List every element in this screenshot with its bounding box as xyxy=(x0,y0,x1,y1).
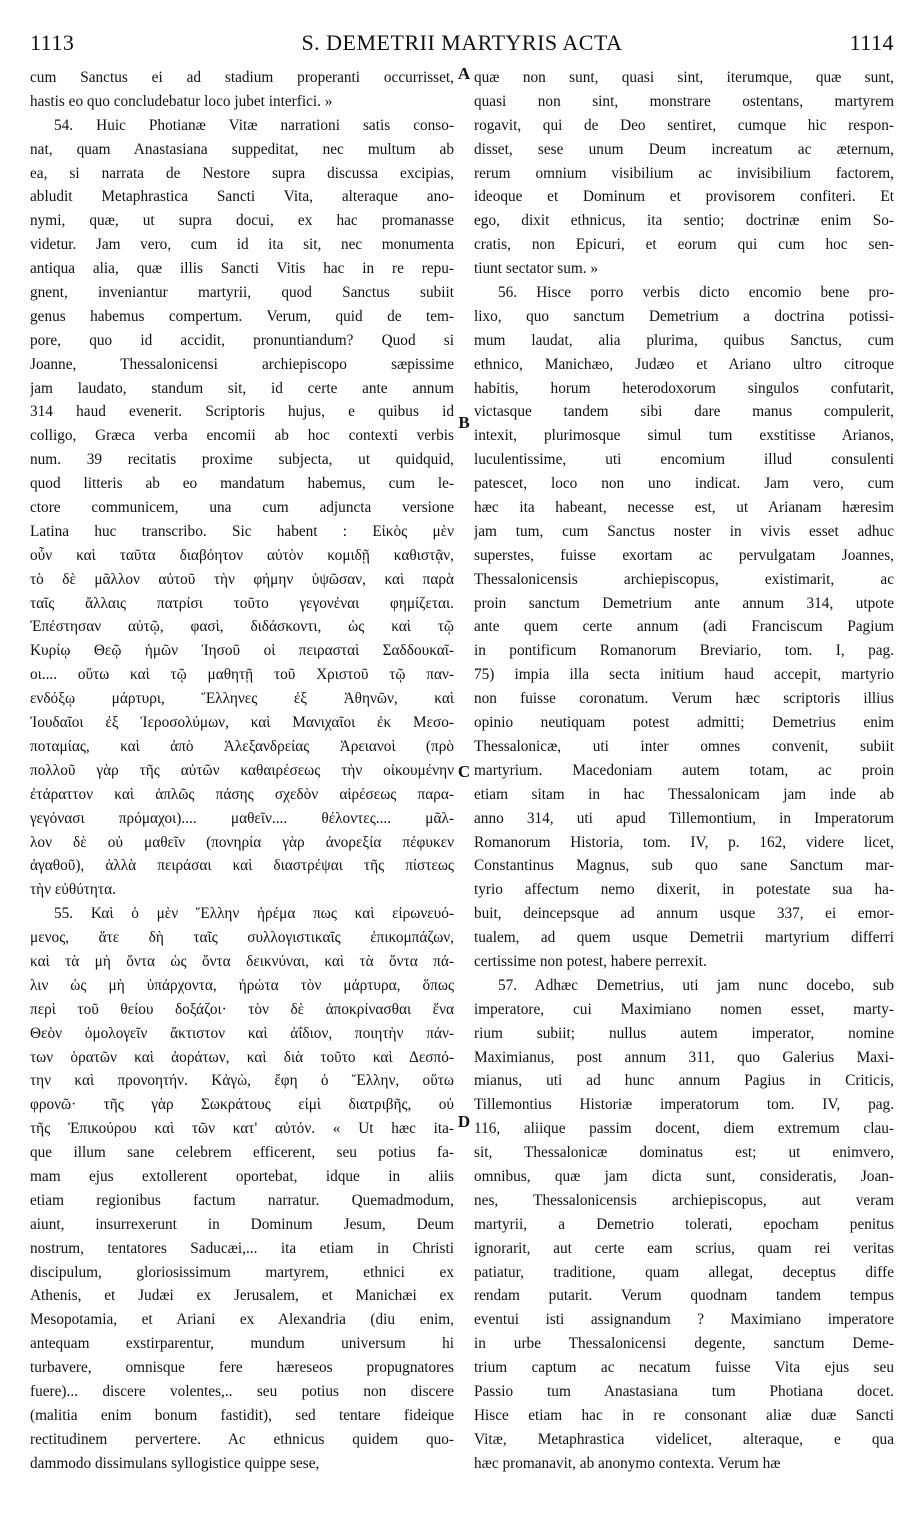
text-line: λον δὲ οὐ μαθεῖν (πονηρία γὰρ ἀνορεξία πέφυκεν xyxy=(30,833,454,851)
text-line: Thessalonicæ, uti inter omnes convenit, subiit xyxy=(474,737,894,755)
text-line: φρονῶ· τῆς γὰρ Σωκράτους εἰμὶ διατριβῆς, οὐ xyxy=(30,1096,454,1114)
text-line: non fuisse coronatum. Verum hæc scriptoris illius xyxy=(474,690,894,708)
margin-marker-b: B xyxy=(458,413,470,432)
text-line: mam ejus extollerent oportebat, idque in aliis xyxy=(30,1167,454,1185)
text-line: proin sanctum Demetrium ante annum 314, utpote xyxy=(474,594,894,612)
text-line: 57. Adhæc Demetrius, uti jam nunc docebo, sub xyxy=(498,976,894,994)
text-line: jam laudato, standum sit, id certe ante annum xyxy=(30,379,454,397)
text-line: 54. Huic Photianæ Vitæ narrationi satis conso- xyxy=(54,116,454,134)
text-line: (malitia enim bonum fastidit), sed tentare fideique xyxy=(30,1406,454,1424)
text-line: tiunt sectator sum. » xyxy=(474,260,599,278)
text-line: lixo, quo sanctum Demetrium a doctrina potissi- xyxy=(474,307,894,325)
text-line: ea, si narrata de Nestore supra discussa excipias, xyxy=(30,164,454,182)
text-line: 56. Hisce porro verbis dicto encomio bene pro- xyxy=(498,284,894,302)
text-line: ethnico, Manichæo, Judæo et Ariano ultro citroque xyxy=(474,355,894,373)
text-line: ignorarit, aut certe eam scrius, quam rei veritas xyxy=(474,1239,894,1257)
text-line: Mesopotamia, et Ariani ex Alexandria (diu enim, xyxy=(30,1311,454,1329)
text-line: περὶ τοῦ θείου δοξάζοι· τὸν δὲ ἀποκρίνασθαι ἕνα xyxy=(30,1000,454,1018)
text-line: tualem, ad quem usque Demetrii martyrium differri xyxy=(474,929,894,947)
margin-marker-d: D xyxy=(457,1112,471,1131)
text-line: etiam sitam in hac Thessalonicam jam inde ab xyxy=(474,785,894,803)
text-line: Θεὸν ὁμολογεῖν ἄκτιστον καὶ ἀΐδιον, ποιητὴν πάν- xyxy=(30,1024,454,1042)
text-line: rogavit, qui de Deo sentiret, cumque hic respon- xyxy=(474,116,894,134)
text-line: hastis eo quo concludebatur loco jubet interfici. » xyxy=(30,92,333,110)
text-line: nat, quam Anastasiana suppeditat, nec multum ab xyxy=(30,140,454,158)
text-line: Constantinus Magnus, sub quo sane Sanctum mar- xyxy=(474,857,894,875)
text-line: rendam putarit. Verum quodnam tandem tempus xyxy=(474,1287,894,1305)
text-line: ideoque et Dominum et provisorem confiteri. Et xyxy=(474,188,894,206)
text-line: καὶ τὰ μὴ ὄντα ὡς ὄντα δεικνύναι, καὶ τὰ ὄντα πά- xyxy=(30,952,454,970)
text-line: hæc promanavit, ab anonymo contexta. Verum hæ xyxy=(474,1454,781,1472)
text-line: patiatur, traditione, quam allegat, deceptus diffe xyxy=(474,1263,894,1281)
text-line: ego, dixit ethnicus, ita sentio; doctrinæ enim So- xyxy=(474,212,894,230)
text-line: in pontificum Romanorum Breviario, tom. I, pag. xyxy=(474,642,894,660)
text-line: ἐτάραττον καὶ ἁπλῶς πάσης σχεδὸν αἱρέσεως παρα- xyxy=(30,785,454,803)
text-line: dammodo dissimulans syllogistice quippe sese, xyxy=(30,1454,320,1472)
text-line: buit, deincepsque ad annum usque 337, ei emor- xyxy=(474,905,894,923)
text-line: nes, Thessalonicensis archiepiscopus, aut veram xyxy=(474,1191,894,1209)
text-line: ἀγαθοῦ), ἀλλὰ πειράσαι καὶ διαστρέψαι τῆς πίστεως xyxy=(30,857,454,875)
text-line: victasque tandem sibi dare manus compulerit, xyxy=(474,403,894,421)
text-line: ταῖς ἄλλαις πατρίσι τοῦτο γεγονέναι φημίζεται. xyxy=(30,594,454,612)
page-header xyxy=(30,30,894,60)
text-line: mum laudat, alia plurima, quibus Sanctus, cum xyxy=(474,331,894,349)
text-line: Ἰουδαῖοι ἐξ Ἱεροσολύμων, καὶ Μανιχαῖοι ἐκ Μεσο- xyxy=(30,714,454,732)
text-line: τῆς Ἐπικούρου καὶ τῶν κατ' αὐτόν. « Ut hæc ita- xyxy=(30,1120,454,1138)
text-line: antiqua alia, quæ illis Sancti Vitis hac in re repu- xyxy=(30,260,454,278)
text-line: Maximianus, post annum 311, quo Galerius Maxi- xyxy=(474,1048,894,1066)
text-line: την καὶ προνοητήν. Κἀγὼ, ἔφη ὁ Ἕλλην, οὕτω xyxy=(30,1072,454,1090)
text-line: omnibus, quæ jam dicta sunt, consideratis, Joan- xyxy=(474,1167,894,1185)
text-line: οὖν καὶ ταῦτα διαβόητον αὐτὸν κομιδῇ καθιστᾷν, xyxy=(30,546,454,564)
text-line: quod litteris ab eo mandatum habemus, cum le- xyxy=(30,475,454,493)
text-line: turbavere, omnisque fere hæreseos propugnatores xyxy=(30,1359,454,1377)
text-line: imperatore, cui Maximiano nomen esset, marty- xyxy=(474,1000,894,1018)
text-line: opinio neutiquam potest admitti; Demetrius enim xyxy=(474,714,894,732)
text-line: patescet, loco non uno indicat. Jam vero, cum xyxy=(474,475,894,493)
text-line: Joanne, Thessalonicensi archiepiscopo sæpissime xyxy=(30,355,454,373)
text-line: jam tum, cum Sanctus noster in vivis esset adhuc xyxy=(474,522,894,540)
page-number-right: 1114 xyxy=(849,30,894,55)
text-line: superstes, fuisse exortam ac pervulgatam Joannes, xyxy=(474,546,894,564)
text-line: luculentissime, uti encomium illud consulenti xyxy=(474,451,894,469)
text-line: Vitæ, Metaphrastica videlicet, alteraque, e qua xyxy=(474,1430,894,1448)
text-line: ctore communicem, una cum adjuncta versione xyxy=(30,499,454,517)
text-line: habitis, horum heterodoxorum singulos confutarit, xyxy=(474,379,894,397)
text-line: nostrum, tentatores Saducæi,... ita etiam in Christi xyxy=(30,1239,454,1257)
text-line: Passio tum Anastasiana tum Photiana docet. xyxy=(474,1382,894,1400)
margin-marker-c: C xyxy=(457,762,471,781)
text-line: etiam regionibus factum narratur. Quemadmodum, xyxy=(30,1191,454,1209)
text-line: γεγόνασι πρόμαχοι).... μαθεῖν.... θέλοντες.... μᾶλ- xyxy=(30,809,454,827)
text-line: in urbe Thessalonicensi degente, sanctum Deme- xyxy=(474,1335,894,1353)
text-line: fuere)... discere volentes,.. seu potius non discere xyxy=(30,1382,454,1400)
text-line: cratis, non Epicuri, et eorum qui cum hoc sen- xyxy=(474,236,894,254)
text-line: gnent, inveniantur martyrii, quod Sanctus subiit xyxy=(30,284,454,302)
text-line: martyrii, a Demetrio tolerati, epocham penitus xyxy=(474,1215,894,1233)
text-line: trium captum ac necatum fuisse Vita ejus seu xyxy=(474,1359,894,1377)
text-line: tyrio affectum nemo dixerit, in potestate sua ha- xyxy=(474,881,894,899)
text-line: Ἐπέστησαν αὐτῷ, φασὶ, διδάσκοντι, ὡς καὶ τῷ xyxy=(30,618,454,636)
text-line: των ὁρατῶν καὶ ἀοράτων, καὶ διὰ τοῦτο καὶ Δεσπό- xyxy=(30,1048,454,1066)
text-line: 116, aliique passim docent, diem extremum clau- xyxy=(474,1120,894,1138)
text-line: rerum omnium visibilium ac invisibilium factorem, xyxy=(474,164,894,182)
text-line: Hisce etiam hac in re consonant aliæ duæ Sancti xyxy=(474,1406,894,1424)
text-line: antequam exstirparentur, mundum universum hi xyxy=(30,1335,454,1353)
text-line: colligo, Græca verba encomii ab hoc contexti verbis xyxy=(30,427,454,445)
text-line: Thessalonicensis archiepiscopus, existimarit, ac xyxy=(474,570,894,588)
text-line: mianus, uti ad hunc annum Pagius in Criticis, xyxy=(474,1072,894,1090)
text-line: discipulum, gloriosissimum martyrem, ethnici ex xyxy=(30,1263,454,1281)
text-line: anno 314, uti apud Tillemontium, in Imperatorum xyxy=(474,809,894,827)
text-line: τὸ δὲ μᾶλλον αὐτοῦ τὴν φήμην ὑψῶσαν, καὶ παρὰ xyxy=(30,570,454,588)
text-line: τὴν εὐθύτητα. xyxy=(30,881,116,899)
right-text-column xyxy=(474,66,894,1530)
text-line: 314 haud evenerit. Scriptoris hujus, e quibus id xyxy=(30,403,454,421)
text-line: intexit, plurimosque simul tum exstitisse Arianos, xyxy=(474,427,894,445)
text-line: pore, quo id accidit, pronuntiandum? Quod si xyxy=(30,331,454,349)
text-line: μενος, ἅτε δὴ ταῖς συλλογιστικαῖς ἐπικομπάζων, xyxy=(30,929,454,947)
text-line: hæc ita habeant, necesse est, ut Arianam hæresim xyxy=(474,499,894,517)
text-line: eventui isti assignandum ? Maximiano imperatore xyxy=(474,1311,894,1329)
running-title: S. DEMETRII MARTYRIS ACTA xyxy=(301,30,623,55)
text-line: certissime non potest, habere perrexit. xyxy=(474,952,707,970)
text-line: 75) impia illa secta initium haud accepit, martyrio xyxy=(474,666,894,684)
page-number-left: 1113 xyxy=(30,30,75,55)
text-line: quasi non sint, monstrare ostentans, martyrem xyxy=(474,92,894,110)
text-line: cum Sanctus ei ad stadium properanti occurrisset, xyxy=(30,69,454,86)
text-line: Athenis, et Judæi ex Jerusalem, et Manichæi ex xyxy=(30,1287,454,1305)
text-line: aiunt, insurrexerunt in Dominum Jesum, Deum xyxy=(30,1215,454,1233)
left-text-column xyxy=(30,66,454,1530)
text-line: rium subiit; nullus autem imperator, nomine xyxy=(474,1024,894,1042)
text-line: nymi, quæ, ut supra docui, ex hac promanasse xyxy=(30,212,454,230)
text-line: 55. Καὶ ὁ μὲν Ἕλλην ἠρέμα πως καὶ εἰρωνευό- xyxy=(54,905,454,923)
text-line: sit, Thessalonicæ dominatus est; ut enimvero, xyxy=(474,1144,894,1162)
text-line: ενδόξῳ μάρτυρι, Ἕλληνες ἐξ Ἀθηνῶν, καὶ xyxy=(30,690,454,708)
text-line: οι.... οὕτω καὶ τῷ μαθητῇ τοῦ Χριστοῦ τῷ παν- xyxy=(30,666,454,684)
text-line: Κυρίῳ Θεῷ ἡμῶν Ἰησοῦ οἱ πειρασταὶ Σαδδουκαῖ- xyxy=(30,642,454,660)
text-line: videtur. Jam vero, cum id ita sit, nec monumenta xyxy=(30,236,454,254)
text-line: ante quem certe annum (adi Franciscum Pagium xyxy=(474,618,894,636)
text-line: num. 39 recitatis proxime subjecta, ut quidquid, xyxy=(30,451,454,469)
text-line: martyrium. Macedoniam autem totam, ac proin xyxy=(474,761,894,779)
text-line: disset, sese unum Deum increatum ac æternum, xyxy=(474,140,894,158)
text-line: Latina huc transcribo. Sic habent : Εἰκὸς μὲν xyxy=(30,522,454,540)
text-line: rectitudinem pervertere. Ac ethnicus quidem quo- xyxy=(30,1430,454,1448)
text-line: Tillemontius Historiæ imperatorum tom. IV, pag. xyxy=(474,1096,894,1114)
text-line: que illum sane celebrem efficerent, seu potius fa- xyxy=(30,1144,454,1162)
text-line: λιν ὡς μὴ ὑπάρχοντα, ἠρώτα τὸν μάρτυρα, ὅπως xyxy=(30,976,454,994)
margin-marker-a: A xyxy=(457,64,471,83)
text-line: abludit Metaphrastica Sancti Vita, alteraque ano- xyxy=(30,188,454,206)
text-line: Romanorum Historia, tom. IV, p. 162, videre licet, xyxy=(474,833,894,851)
text-line: πολλοῦ γὰρ τῆς αὐτῶν καθαιρέσεως τὴν οἰκουμένην xyxy=(30,761,454,779)
text-line: quæ non sunt, quasi sint, iterumque, quæ sunt, xyxy=(474,69,894,86)
text-line: genus habemus compertum. Verum, quid de tem- xyxy=(30,307,454,325)
text-line: ποταμίας, καὶ ἀπὸ Ἀλεξανδρείας Ἀρειανοὶ (πρὸ xyxy=(30,737,454,755)
